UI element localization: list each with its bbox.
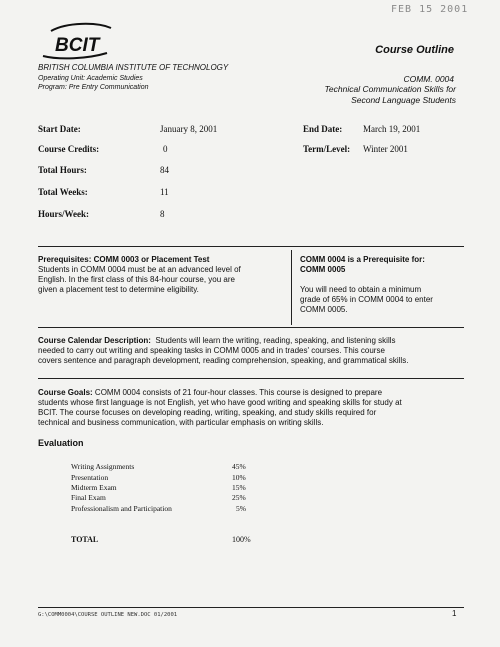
calendar-heading: Course Calendar Description: bbox=[38, 336, 151, 345]
goals-heading: Course Goals: bbox=[38, 388, 93, 397]
received-date-stamp: FEB 15 2001 bbox=[391, 4, 469, 15]
evaluation-item-name: Presentation bbox=[71, 473, 109, 482]
evaluation-item-name: Midterm Exam bbox=[71, 483, 117, 492]
evaluation-total-value: 100% bbox=[232, 535, 251, 544]
total-weeks-label: Total Weeks: bbox=[38, 187, 88, 197]
operating-unit-text: Operating Unit: Academic Studies bbox=[38, 75, 143, 82]
evaluation-item-pct: 10% bbox=[232, 473, 246, 482]
prerequisite-for-course: COMM 0005 bbox=[300, 265, 346, 274]
goals-line: students whose first language is not English, yet who have good writing and speaking skills for study at bbox=[38, 398, 402, 407]
prerequisite-for-section bbox=[300, 255, 465, 315]
course-title bbox=[256, 84, 456, 106]
operating-unit bbox=[38, 74, 148, 92]
bcit-logo bbox=[37, 22, 117, 62]
evaluation-total-label: TOTAL bbox=[71, 535, 99, 544]
footer-divider bbox=[38, 607, 464, 608]
document-title: Course Outline bbox=[375, 44, 454, 56]
course-title-line-1: Technical Communication Skills for bbox=[324, 84, 456, 94]
start-date-value: January 8, 2001 bbox=[160, 124, 218, 134]
prerequisites-line: Students in COMM 0004 must be at an advanced level of bbox=[38, 265, 241, 274]
total-hours-value: 84 bbox=[160, 165, 169, 175]
prerequisites-line: given a placement test to determine eligibility. bbox=[38, 285, 199, 294]
prerequisite-for-line: You will need to obtain a minimum bbox=[300, 285, 422, 294]
evaluation-item-pct: 25% bbox=[232, 493, 246, 502]
evaluation-item-name: Writing Assignments bbox=[71, 462, 135, 471]
hours-per-week-value: 8 bbox=[160, 209, 165, 219]
goals-line: technical and business communication, with particular emphasis on writing skills. bbox=[38, 418, 324, 427]
page-number: 1 bbox=[452, 609, 457, 618]
term-level-value: Winter 2001 bbox=[363, 144, 408, 154]
evaluation-item-name: Professionalism and Participation bbox=[71, 504, 172, 513]
evaluation-heading: Evaluation bbox=[38, 438, 84, 448]
footer-file-path: G:\COMM0004\COURSE OUTLINE NEW.DOC 01/2001 bbox=[38, 612, 178, 618]
calendar-line: Students will learn the writing, reading, speaking, and listening skills bbox=[155, 336, 396, 345]
divider bbox=[38, 246, 464, 247]
evaluation-item-pct: 45% bbox=[232, 462, 246, 471]
calendar-line: needed to carry out writing and speaking tasks in COMM 0005 and in trades' courses. This course bbox=[38, 346, 385, 355]
divider bbox=[38, 378, 464, 379]
svg-text:BCIT: BCIT bbox=[55, 35, 100, 56]
course-goals bbox=[38, 388, 466, 428]
evaluation-item-pct: 15% bbox=[232, 483, 246, 492]
evaluation-item-name: Final Exam bbox=[71, 493, 106, 502]
calendar-description bbox=[38, 336, 466, 366]
course-credits-value: 0 bbox=[163, 144, 168, 154]
divider bbox=[38, 327, 464, 328]
prerequisites-section bbox=[38, 255, 288, 295]
hours-per-week-label: Hours/Week: bbox=[38, 209, 89, 219]
goals-line: BCIT. The course focuses on developing reading, writing, speaking, and study skills required for bbox=[38, 408, 377, 417]
course-credits-label: Course Credits: bbox=[38, 144, 100, 154]
prerequisite-for-line: COMM 0005. bbox=[300, 305, 348, 314]
program-text: Program: Pre Entry Communication bbox=[38, 84, 149, 91]
calendar-line: covers sentence and paragraph development, reading comprehension, speaking, and grammatical skills. bbox=[38, 356, 409, 365]
total-hours-label: Total Hours: bbox=[38, 165, 87, 175]
prerequisites-line: English. In the first class of this 84-hour course, you are bbox=[38, 275, 235, 284]
end-date-value: March 19, 2001 bbox=[363, 124, 421, 134]
term-level-label: Term/Level: bbox=[303, 144, 351, 154]
end-date-label: End Date: bbox=[303, 124, 343, 134]
start-date-label: Start Date: bbox=[38, 124, 81, 134]
institute-name: BRITISH COLUMBIA INSTITUTE OF TECHNOLOGY bbox=[38, 63, 229, 72]
column-divider bbox=[291, 250, 292, 325]
total-weeks-value: 11 bbox=[160, 187, 169, 197]
prerequisite-for-heading: COMM 0004 is a Prerequisite for: bbox=[300, 255, 425, 264]
evaluation-item-pct: 5% bbox=[236, 504, 246, 513]
goals-line: COMM 0004 consists of 21 four-hour classes. This course is designed to prepare bbox=[94, 388, 383, 397]
course-code: COMM. 0004 bbox=[403, 74, 454, 84]
course-title-line-2: Second Language Students bbox=[351, 95, 456, 105]
prerequisite-for-line: grade of 65% in COMM 0004 to enter bbox=[300, 295, 433, 304]
prerequisites-heading: Prerequisites: COMM 0003 or Placement Test bbox=[38, 255, 210, 264]
